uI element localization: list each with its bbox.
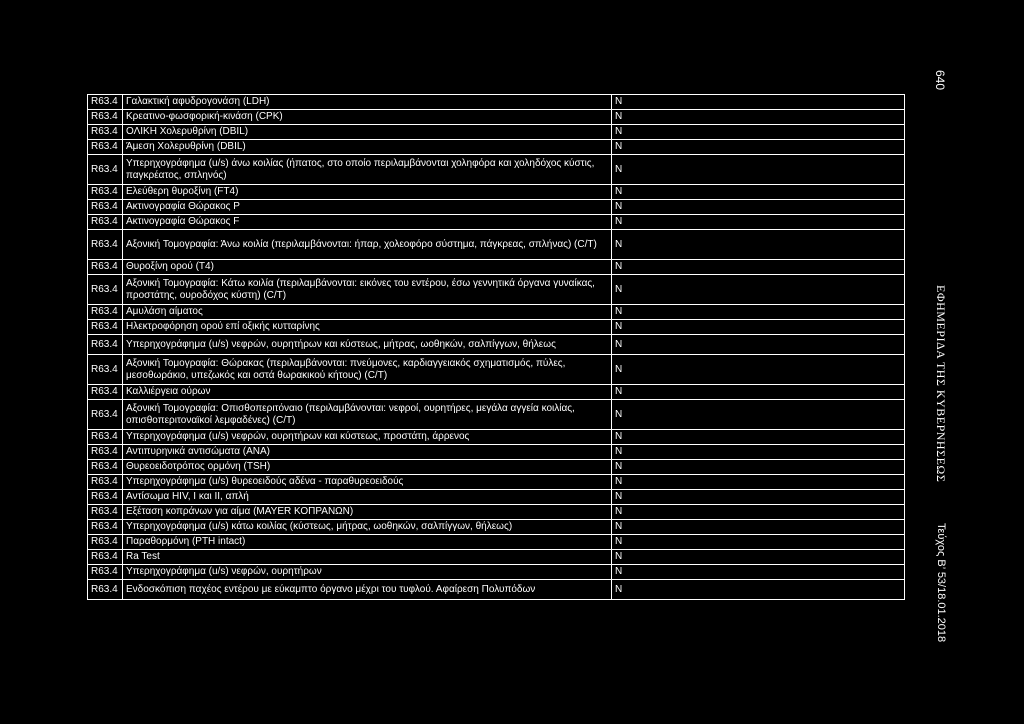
row-description: Υπερηχογράφημα (u/s) άνω κοιλίας (ήπατος, στο οποίο περιλαμβάνονται χοληφόρα και χοληδόχος κύστις, παγκρέατος, σπληνός): [123, 155, 612, 185]
row-description: Υπερηχογράφημα (u/s) νεφρών, ουρητήρων και κύστεως, προστάτη, άρρενος: [123, 430, 612, 445]
row-code: R63.4: [88, 400, 123, 430]
row-code: R63.4: [88, 200, 123, 215]
row-description: Υπερηχογράφημα (u/s) θυρεοειδούς αδένα - παραθυρεοειδούς: [123, 475, 612, 490]
row-code: R63.4: [88, 445, 123, 460]
row-code: R63.4: [88, 475, 123, 490]
row-description: Ra Test: [123, 550, 612, 565]
row-code: R63.4: [88, 460, 123, 475]
table-row: [88, 260, 905, 275]
table-row: [88, 460, 905, 475]
row-code: R63.4: [88, 275, 123, 305]
row-flag: N: [612, 230, 905, 260]
table-row: [88, 215, 905, 230]
row-code: R63.4: [88, 110, 123, 125]
row-flag: N: [612, 260, 905, 275]
row-description: ΟΛΙΚΗ Χολερυθρίνη (DBIL): [123, 125, 612, 140]
row-flag: N: [612, 215, 905, 230]
row-code: R63.4: [88, 505, 123, 520]
journal-title: ΕΦΗΜΕΡΙΔΑ ΤΗΣ ΚΥΒΕΡΝΗΣΕΩΣ: [934, 285, 948, 483]
row-code: R63.4: [88, 580, 123, 600]
row-flag: N: [612, 520, 905, 535]
row-code: R63.4: [88, 430, 123, 445]
row-description: Υπερηχογράφημα (u/s) νεφρών, ουρητήρων και κύστεως, μήτρας, ωοθηκών, σαλπίγγων, θήλεως: [123, 335, 612, 355]
row-code: R63.4: [88, 260, 123, 275]
row-code: R63.4: [88, 550, 123, 565]
row-code: R63.4: [88, 140, 123, 155]
row-code: R63.4: [88, 355, 123, 385]
row-code: R63.4: [88, 155, 123, 185]
table-row: [88, 445, 905, 460]
row-description: Ελεύθερη θυροξίνη (FT4): [123, 185, 612, 200]
row-flag: N: [612, 460, 905, 475]
table-row: [88, 430, 905, 445]
row-code: R63.4: [88, 535, 123, 550]
row-description: Αμυλάση αίματος: [123, 305, 612, 320]
row-flag: N: [612, 305, 905, 320]
row-code: R63.4: [88, 215, 123, 230]
row-flag: N: [612, 320, 905, 335]
table-row: [88, 385, 905, 400]
table-row: [88, 490, 905, 505]
table-row: [88, 320, 905, 335]
table-row: [88, 335, 905, 355]
row-code: R63.4: [88, 490, 123, 505]
row-flag: N: [612, 580, 905, 600]
row-flag: N: [612, 185, 905, 200]
table-row: [88, 125, 905, 140]
row-description: Ακτινογραφία Θώρακος P: [123, 200, 612, 215]
table-row: [88, 110, 905, 125]
row-description: Υπερηχογράφημα (u/s) κάτω κοιλίας (κύστεως, μήτρας, ωοθηκών, σαλπίγγων, θήλεως): [123, 520, 612, 535]
row-description: Αξονική Τομογραφία: Οπισθοπεριτόναιο (περιλαμβάνονται: νεφροί, ουρητήρες, μεγάλα αγγεία κοιλίας, οπισθοπεριτοναϊκοί λεμφαδένες) (C/T): [123, 400, 612, 430]
row-description: Θυρεοειδοτρόπος ορμόνη (TSH): [123, 460, 612, 475]
row-flag: N: [612, 95, 905, 110]
row-description: Εξέταση κοπράνων για αίμα (MAYER ΚΟΠΡΑΝΩΝ): [123, 505, 612, 520]
row-description: Ακτινογραφία Θώρακος F: [123, 215, 612, 230]
row-description: Αντίσωμα HIV, I και II, απλή: [123, 490, 612, 505]
table-row: [88, 305, 905, 320]
row-description: Θυροξίνη ορού (T4): [123, 260, 612, 275]
row-flag: N: [612, 355, 905, 385]
table-row: [88, 580, 905, 600]
table-row: [88, 185, 905, 200]
table-row: [88, 140, 905, 155]
row-description: Αξονική Τομογραφία: Θώρακας (περιλαμβάνονται: πνεύμονες, καρδιαγγειακός σχηματισμός, πύλες, μεσοθωράκιο, υπεζωκός και οστά θωρακικού κήτους) (C/T): [123, 355, 612, 385]
row-flag: N: [612, 335, 905, 355]
row-code: R63.4: [88, 385, 123, 400]
row-description: Καλλιέργεια ούρων: [123, 385, 612, 400]
table-row: [88, 200, 905, 215]
issue-info: Τεύχος Β’ 53/18.01.2018: [935, 523, 947, 643]
row-flag: N: [612, 140, 905, 155]
row-flag: N: [612, 445, 905, 460]
row-description: Κρεατινο-φωσφορική-κινάση (CPK): [123, 110, 612, 125]
row-description: Αξονική Τομογραφία: Κάτω κοιλία (περιλαμβάνονται: εικόνες του εντέρου, έσω γεννητικά όργανα γυναίκας, προστάτης, ουροδόχος κύστη) (C/T): [123, 275, 612, 305]
page-number: 640: [933, 70, 947, 91]
row-description: Γαλακτική αφυδρογονάση (LDH): [123, 95, 612, 110]
row-flag: N: [612, 385, 905, 400]
table-row: [88, 155, 905, 185]
table-row: [88, 550, 905, 565]
table-row: [88, 355, 905, 385]
row-flag: N: [612, 155, 905, 185]
exam-table: [87, 94, 905, 600]
row-flag: N: [612, 430, 905, 445]
row-description: Ηλεκτροφόρηση ορού επί οξικής κυτταρίνης: [123, 320, 612, 335]
row-code: R63.4: [88, 520, 123, 535]
row-flag: N: [612, 400, 905, 430]
table-row: [88, 565, 905, 580]
table-row: [88, 505, 905, 520]
row-flag: N: [612, 550, 905, 565]
row-flag: N: [612, 475, 905, 490]
row-description: Παραθορμόνη (PTH intact): [123, 535, 612, 550]
row-flag: N: [612, 200, 905, 215]
row-description: Υπερηχογράφημα (u/s) νεφρών, ουρητήρων: [123, 565, 612, 580]
row-description: Άμεση Χολερυθρίνη (DBIL): [123, 140, 612, 155]
exam-table-body: [88, 95, 905, 600]
row-code: R63.4: [88, 320, 123, 335]
row-description: Αντιπυρηνικά αντισώματα (ANA): [123, 445, 612, 460]
row-code: R63.4: [88, 185, 123, 200]
row-code: R63.4: [88, 335, 123, 355]
row-flag: N: [612, 490, 905, 505]
row-description: Αξονική Τομογραφία: Άνω κοιλία (περιλαμβάνονται: ήπαρ, χολεοφόρο σύστημα, πάγκρεας, σπλήνας) (C/T): [123, 230, 612, 260]
row-code: R63.4: [88, 125, 123, 140]
row-description: Ενδοσκόπιση παχέος εντέρου με εύκαμπτο όργανο μέχρι του τυφλού. Αφαίρεση Πολυπόδων: [123, 580, 612, 600]
row-flag: N: [612, 565, 905, 580]
row-code: R63.4: [88, 305, 123, 320]
table-row: [88, 95, 905, 110]
row-code: R63.4: [88, 565, 123, 580]
row-flag: N: [612, 505, 905, 520]
table-row: [88, 230, 905, 260]
table-row: [88, 400, 905, 430]
row-code: R63.4: [88, 95, 123, 110]
table-row: [88, 275, 905, 305]
table-row: [88, 535, 905, 550]
table-row: [88, 475, 905, 490]
row-code: R63.4: [88, 230, 123, 260]
row-flag: N: [612, 125, 905, 140]
row-flag: N: [612, 110, 905, 125]
row-flag: N: [612, 275, 905, 305]
table-row: [88, 520, 905, 535]
row-flag: N: [612, 535, 905, 550]
